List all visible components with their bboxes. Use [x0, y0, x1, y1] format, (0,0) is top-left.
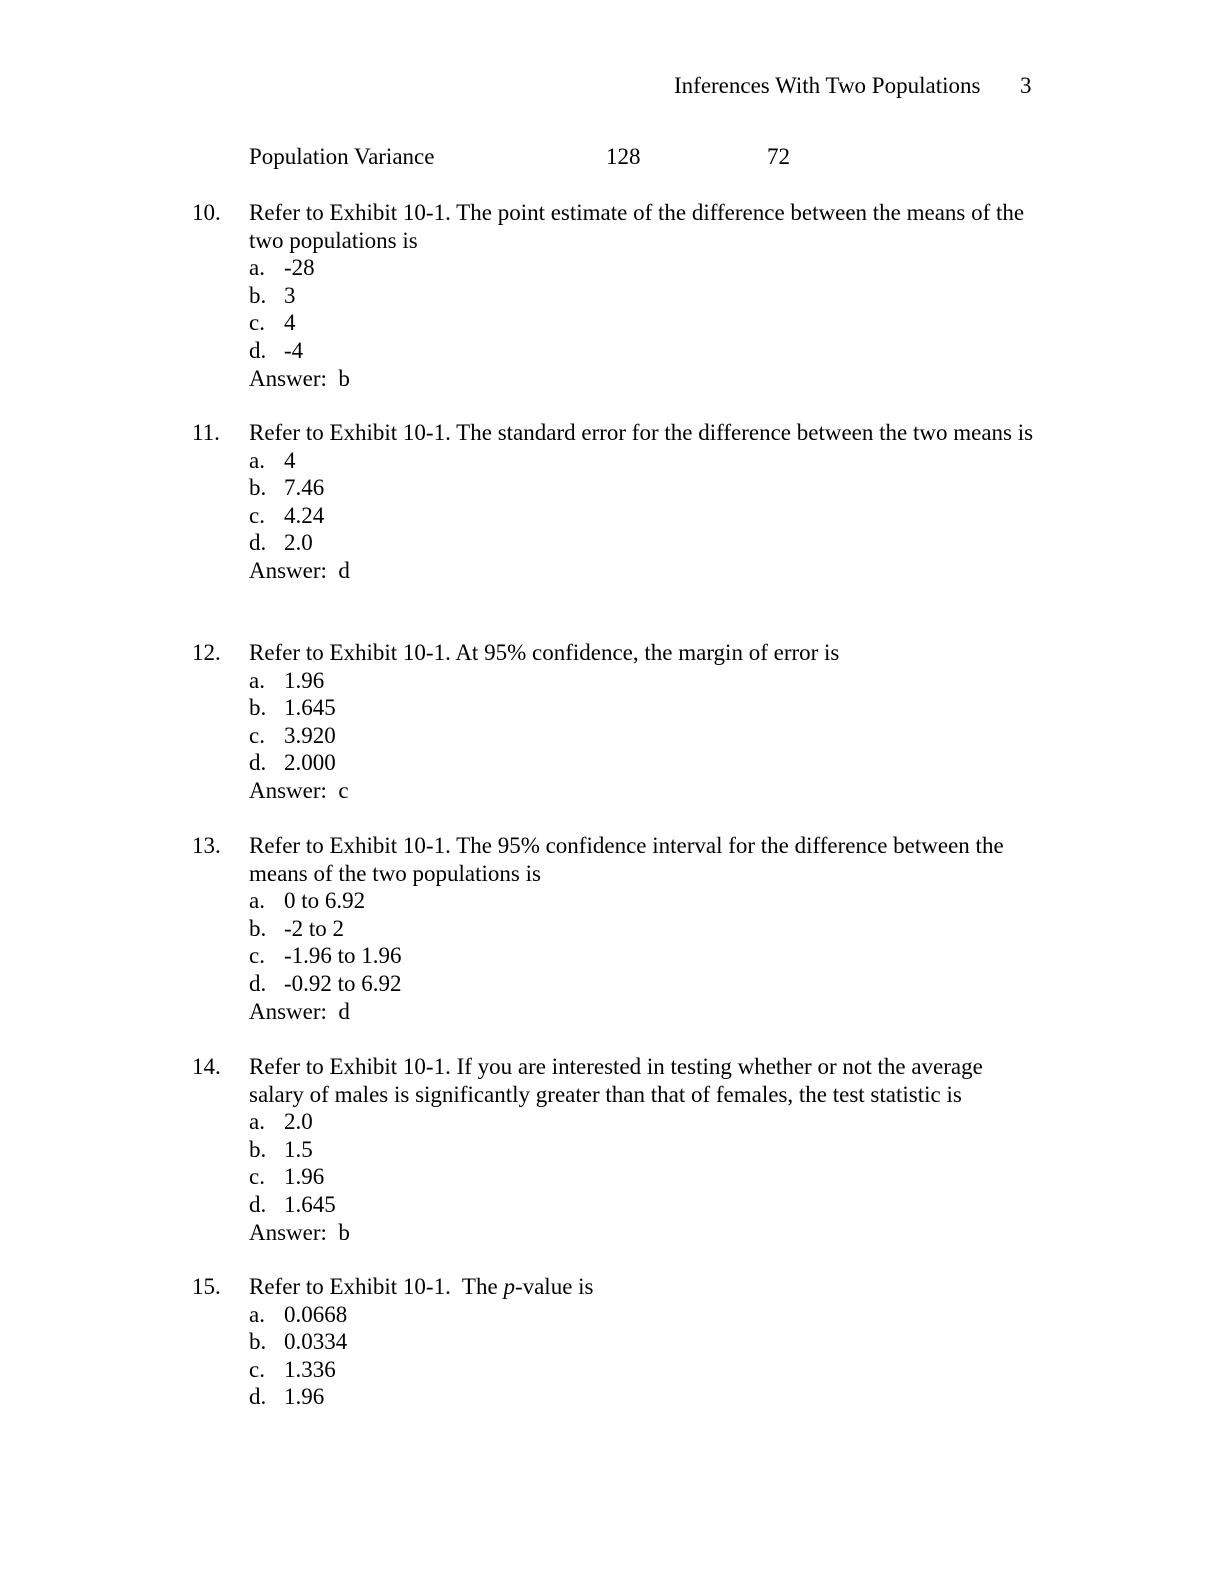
question-stem: Refer to Exhibit 10-1. The point estimate of the difference between the means of the two populations is [249, 200, 1025, 253]
running-title: Inferences With Two Populations [674, 73, 981, 98]
option-b: b. 0.0334 [249, 1329, 348, 1355]
option-a: a. 1.96 [249, 667, 325, 693]
variance-value-1: 128 [606, 144, 641, 169]
question-11 [192, 419, 1042, 585]
option-a: a. 4 [249, 447, 296, 473]
question-stem: Refer to Exhibit 10-1. If you are interested in testing whether or not the average salary of males is significantly greater than that of females, the test statistic is [249, 1054, 983, 1107]
option-d: d. 2.0 [249, 530, 313, 556]
option-d: d. 1.645 [249, 1191, 336, 1217]
option-c: c. 1.336 [249, 1356, 336, 1382]
option-b: b. 7.46 [249, 475, 325, 501]
option-c: c. 3.920 [249, 722, 336, 748]
page-number: 3 [1020, 73, 1032, 98]
question-stem: Refer to Exhibit 10-1. At 95% confidence, the margin of error is [249, 640, 840, 665]
question-13 [192, 832, 1042, 1025]
question-number: 10. [192, 200, 221, 225]
answer-key: Answer: c [249, 777, 349, 803]
population-variance-row [249, 143, 849, 171]
option-list [249, 1108, 1034, 1218]
question-number: 13. [192, 833, 221, 858]
option-list [249, 254, 1034, 364]
option-c: c. 4.24 [249, 502, 325, 528]
question-stem: Refer to Exhibit 10-1. The p-value is [249, 1274, 594, 1299]
option-list [249, 1301, 1034, 1411]
option-b: b. -2 to 2 [249, 915, 345, 941]
question-number: 14. [192, 1054, 221, 1079]
option-a: a. 0 to 6.92 [249, 888, 366, 914]
question-stem: Refer to Exhibit 10-1. The standard error for the difference between the two means is [249, 420, 1034, 445]
option-d: d. 1.96 [249, 1384, 325, 1410]
answer-key: Answer: b [249, 1219, 350, 1245]
option-a: a. 0.0668 [249, 1301, 348, 1327]
option-a: a. -28 [249, 255, 315, 281]
option-c: c. 1.96 [249, 1164, 325, 1190]
question-14 [192, 1053, 1042, 1246]
question-stem: Refer to Exhibit 10-1. The 95% confidence interval for the difference between the means of the two populations is [249, 833, 1004, 886]
option-b: b. 3 [249, 282, 296, 308]
answer-key: Answer: d [249, 557, 350, 583]
option-c: c. -1.96 to 1.96 [249, 943, 402, 969]
option-c: c. 4 [249, 310, 296, 336]
option-d: d. -0.92 to 6.92 [249, 970, 402, 996]
question-number: 12. [192, 640, 221, 665]
option-a: a. 2.0 [249, 1109, 313, 1135]
variance-value-2: 72 [767, 144, 790, 169]
question-10 [192, 199, 1042, 392]
option-list [249, 667, 1034, 777]
option-d: d. -4 [249, 337, 304, 363]
question-12 [192, 639, 1042, 805]
answer-key: Answer: b [249, 365, 350, 391]
option-b: b. 1.645 [249, 695, 336, 721]
option-list [249, 887, 1034, 997]
answer-key: Answer: d [249, 998, 350, 1024]
question-number: 11. [192, 420, 220, 445]
option-list [249, 447, 1034, 557]
option-d: d. 2.000 [249, 750, 336, 776]
question-15 [192, 1273, 1042, 1411]
option-b: b. 1.5 [249, 1136, 313, 1162]
variance-label: Population Variance [249, 144, 435, 169]
question-number: 15. [192, 1274, 221, 1299]
